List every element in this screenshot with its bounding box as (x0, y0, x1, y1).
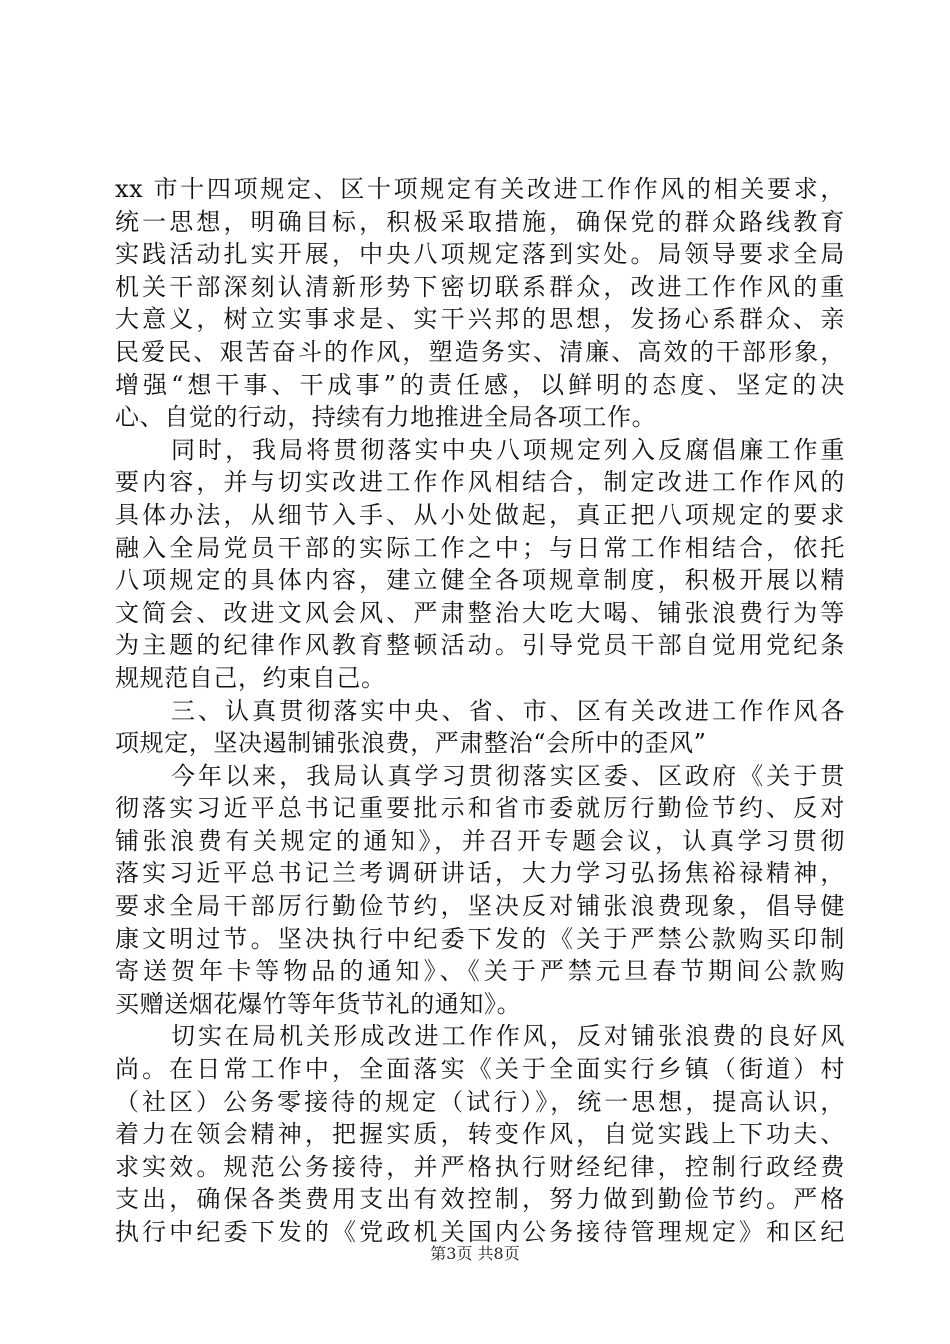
text-line: 大意义，树立实事求是、实干兴邦的思想，发扬心系群众、亲 (115, 305, 845, 334)
text-line: 民爱民、艰苦奋斗的作风，塑造务实、清廉、高效的干部形象， (115, 337, 845, 366)
paragraph-start-line: 同时，我局将贯彻落实中央八项规定列入反腐倡廉工作重 (171, 435, 845, 464)
text-line: 尚。在日常工作中，全面落实《关于全面实行乡镇（街道）村 (115, 1055, 845, 1084)
text-line: 实践活动扎实开展，中央八项规定落到实处。局领导要求全局 (115, 240, 845, 269)
text-line: 为主题的纪律作风教育整顿活动。引导党员干部自觉用党纪条 (115, 631, 845, 660)
page-number-footer: 第3页 共8页 (430, 1244, 520, 1263)
paragraph-start-line: 今年以来，我局认真学习贯彻落实区委、区政府《关于贯 (171, 761, 845, 790)
text-line: 康文明过节。坚决执行中纪委下发的《关于严禁公款购买印制 (115, 924, 845, 953)
text-line: 着力在领会精神，把握实质，转变作风，自觉实践上下功夫、 (115, 1120, 845, 1149)
text-line: 统一思想，明确目标，积极采取措施，确保党的群众路线教育 (115, 207, 845, 236)
text-line: 执行中纪委下发的《党政机关国内公务接待管理规定》和区纪 (115, 1218, 845, 1246)
paragraph-start-line: 切实在局机关形成改进工作作风，反对铺张浪费的良好风 (171, 1022, 845, 1051)
text-line: 心、自觉的行动，持续有力地推进全局各项工作。 (115, 403, 657, 432)
text-line: 八项规定的具体内容，建立健全各项规章制度，积极开展以精 (115, 566, 845, 595)
text-line: 要求全局干部厉行勤俭节约，坚决反对铺张浪费现象，倡导健 (115, 892, 845, 921)
text-line: 规规范自己，约束自己。 (115, 663, 386, 692)
text-line: 要内容，并与切实改进工作作风相结合，制定改进工作作风的 (115, 468, 845, 497)
text-line: 具体办法，从细节入手、从小处做起，真正把八项规定的要求 (115, 500, 845, 529)
text-line: 彻落实习近平总书记重要批示和省市委就厉行勤俭节约、反对 (115, 794, 845, 823)
text-line: 机关干部深刻认清新形势下密切联系群众，改进工作作风的重 (115, 272, 845, 301)
text-line: 融入全局党员干部的实际工作之中；与日常工作相结合，依托 (115, 533, 845, 562)
section-heading-line: 三、认真贯彻落实中央、省、市、区有关改进工作作风各 (171, 696, 845, 725)
text-line: 增强“想干事、干成事”的责任感，以鲜明的态度、坚定的决 (115, 370, 845, 399)
text-line: 买赠送烟花爆竹等年货节礼的通知》。 (115, 989, 522, 1018)
section-heading-line: 项规定，坚决遏制铺张浪费，严肃整治“会所中的歪风” (115, 729, 707, 758)
text-line: 落实习近平总书记兰考调研讲话，大力学习弘扬焦裕禄精神， (115, 859, 845, 888)
text-line: 寄送贺年卡等物品的通知》、《关于严禁元旦春节期间公款购 (115, 957, 845, 986)
text-line: xx 市十四项规定、区十项规定有关改进工作作风的相关要求， (115, 175, 845, 203)
text-line: 文简会、改进文风会风、严肃整治大吃大喝、铺张浪费行为等 (115, 598, 845, 627)
text-line: 支出，确保各类费用支出有效控制，努力做到勤俭节约。严格 (115, 1185, 845, 1214)
text-line: 铺张浪费有关规定的通知》，并召开专题会议，认真学习贯彻 (115, 826, 845, 855)
text-line: 求实效。规范公务接待，并严格执行财经纪律，控制行政经费 (115, 1152, 845, 1181)
text-line: （社区）公务零接待的规定（试行）》，统一思想，提高认识， (115, 1087, 845, 1116)
document-body (115, 173, 845, 1249)
